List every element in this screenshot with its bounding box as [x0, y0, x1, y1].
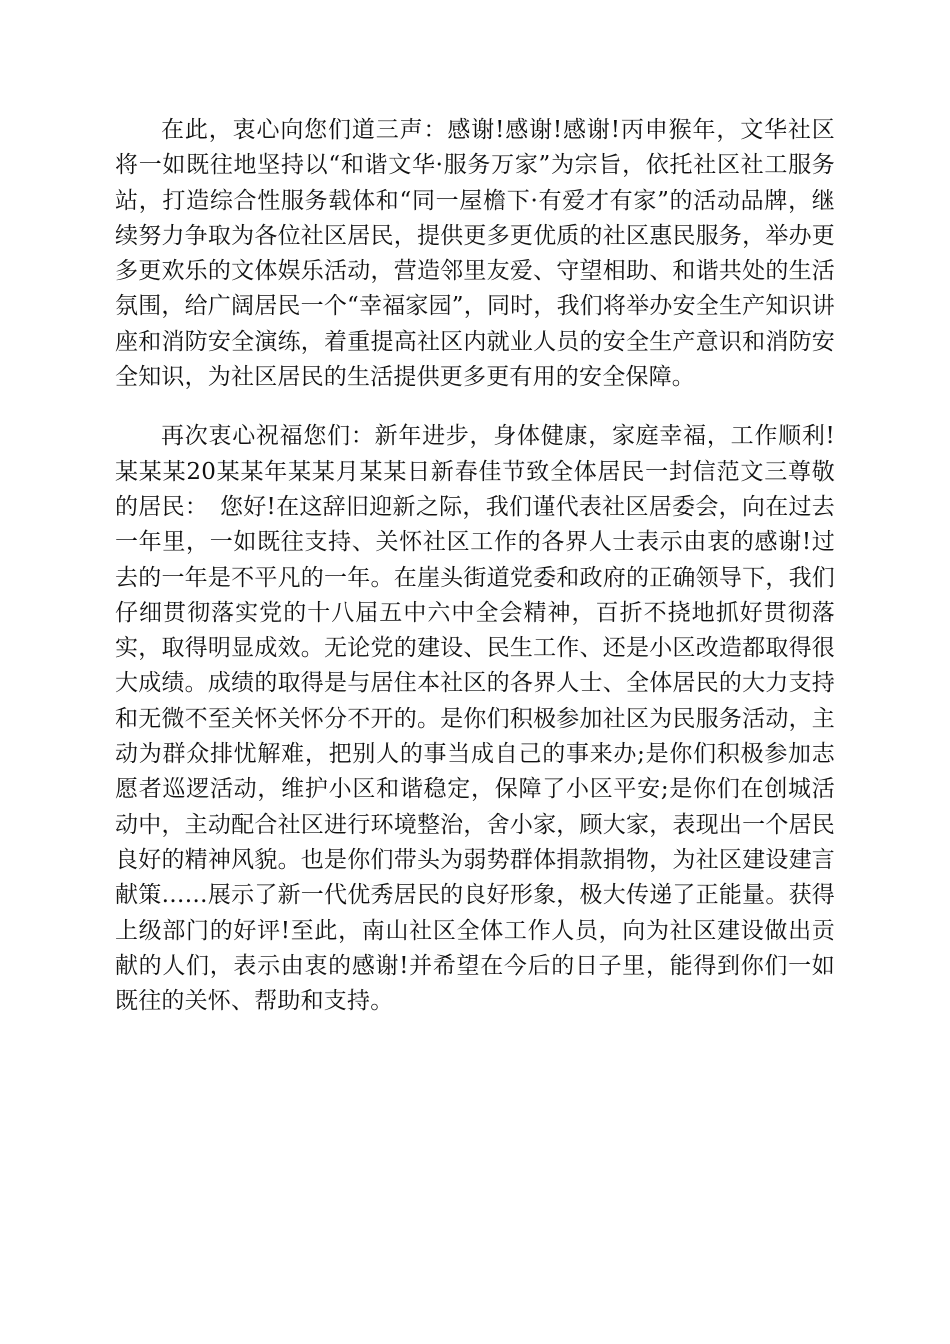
document-body [115, 113, 835, 1019]
paragraph-thanks-and-plans: 在此，衷心向您们道三声：感谢!感谢!感谢!丙申猴年，文华社区将一如既往地坚持以“和谐文华·服务万家”为宗旨，依托社区社工服务站，打造综合性服务载体和“同一屋檐下·有爱才有家”的活动品牌，继续努力争取为各位社区居民，提供更多更优质的社区惠民服务，举办更多更欢乐的文体娱乐活动，营造邻里友爱、守望相助、和谐共处的生活氛围，给广阔居民一个“幸福家园”，同时，我们将举办安全生产知识讲座和消防安全演练，着重提高社区内就业人员的安全生产意识和消防安全知识，为社区居民的生活提供更多更有用的安全保障。 [115, 117, 835, 391]
paragraph-new-year-letter: 再次衷心祝福您们：新年进步，身体健康，家庭幸福，工作顺利!某某某20某某年某某月某某日新春佳节致全体居民一封信范文三尊敬的居民： 您好!在这辞旧迎新之际，我们谨代表社区居委会，向在过去一年里，一如既往支持、关怀社区工作的各界人士表示由衷的感谢!过去的一年是不平凡的一年。在崖头街道党委和政府的正确领导下，我们仔细贯彻落实党的十八届五中六中全会精神，百折不挠地抓好贯彻落实，取得明显成效。无论党的建设、民生工作、还是小区改造都取得很大成绩。成绩的取得是与居住本社区的各界人士、全体居民的大力支持和无微不至关怀关怀分不开的。是你们积极参加社区为民服务活动，主动为群众排忧解难，把别人的事当成自己的事来办;是你们积极参加志愿者巡逻活动，维护小区和谐稳定，保障了小区平安;是你们在创城活动中，主动配合社区进行环境整治，舍小家，顾大家，表现出一个居民良好的精神风貌。也是你们带头为弱势群体捐款捐物，为社区建设建言献策……展示了新一代优秀居民的良好形象，极大传递了正能量。获得上级部门的好评!至此，南山社区全体工作人员，向为社区建设做出贡献的人们，表示由衷的感谢!并希望在今后的日子里，能得到你们一如既往的关怀、帮助和支持。 [115, 423, 835, 1015]
